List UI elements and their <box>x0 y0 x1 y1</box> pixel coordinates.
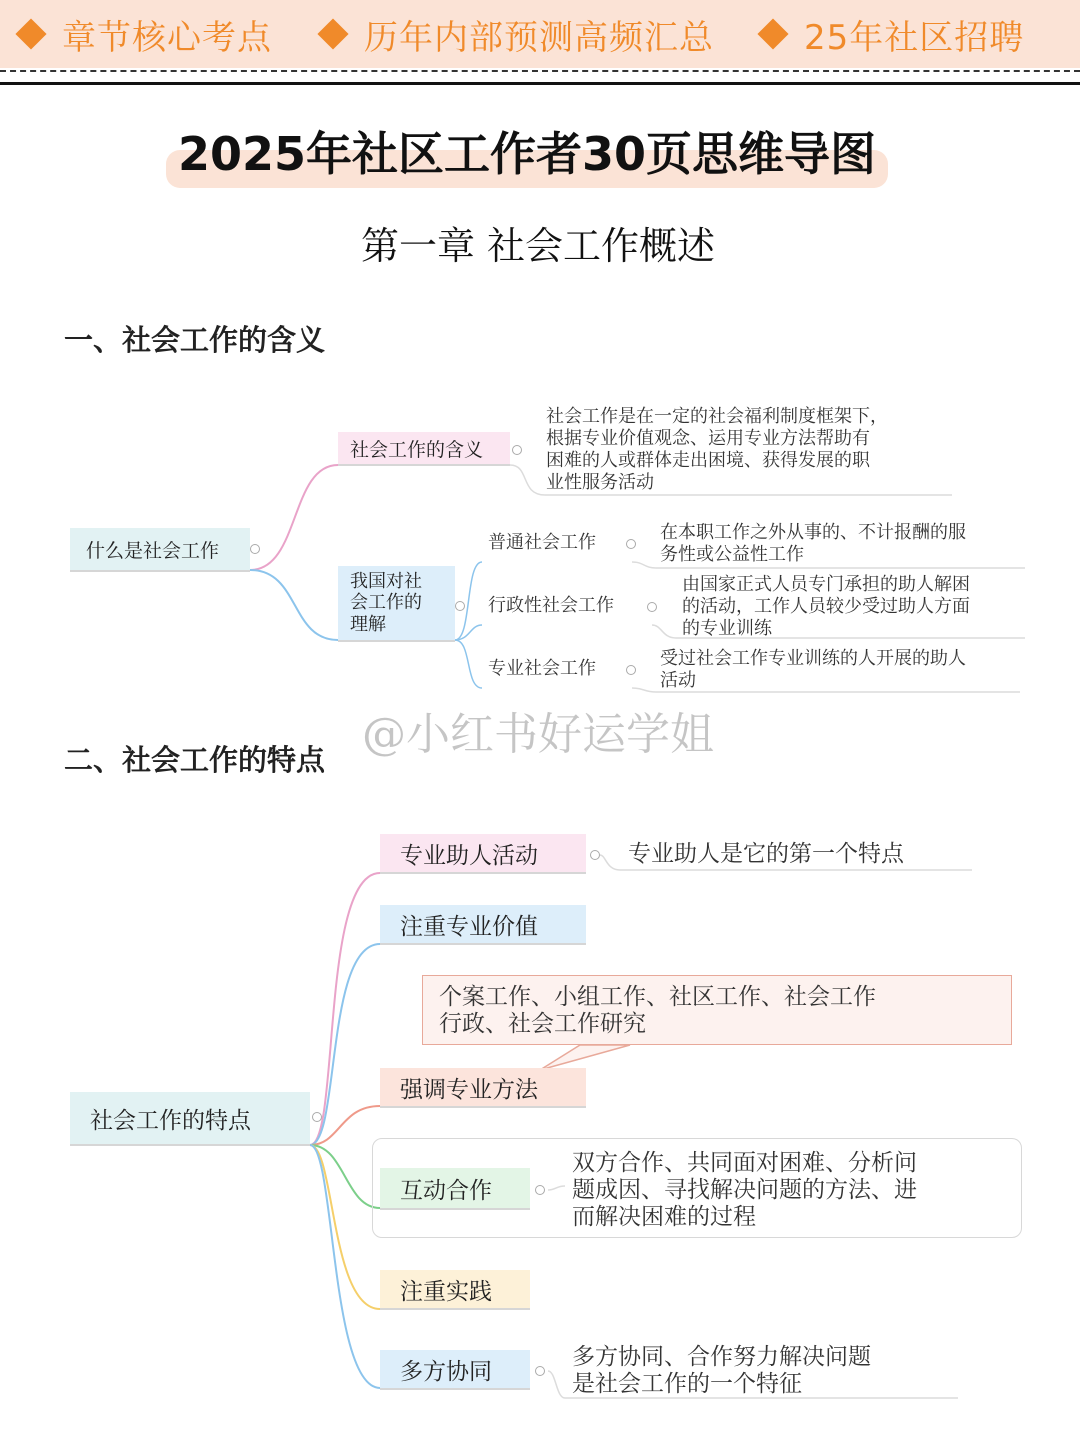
meaning-definition <box>546 406 946 494</box>
meaning-line: 社会工作是在一定的社会福利制度框架下， <box>546 406 888 427</box>
branch-multi-party-collaboration <box>380 1350 530 1390</box>
collapse-toggle-icon[interactable] <box>512 445 522 455</box>
meaning-line: 业性服务活动 <box>546 471 654 493</box>
callout-line: 个案工作、小组工作、社区工作、社会工作 <box>439 984 876 1010</box>
branch-label: 注重实践 <box>400 1278 492 1305</box>
chapter-title: 第一章 社会工作概述 <box>360 224 716 268</box>
desc-line: 而解决困难的过程 <box>572 1203 756 1230</box>
page-title: 2025年社区工作者30页思维导图 <box>177 127 877 181</box>
node-understanding-label <box>350 571 422 636</box>
meaning-line: 根据专业价值观念、运用专业方法帮助有 <box>546 427 870 449</box>
root-node-label: 什么是社会工作 <box>86 539 220 562</box>
root-node-what-is-social-work <box>70 528 250 572</box>
branch-practice <box>380 1270 530 1310</box>
branch-interactive-cooperation <box>380 1168 530 1210</box>
administrative-desc <box>682 574 970 640</box>
desc-line: 务性或公益性工作 <box>660 543 804 565</box>
node-meaning-label: 社会工作的含义 <box>350 438 484 461</box>
branch-label: 强调专业方法 <box>400 1076 538 1103</box>
label-line: 我国对社 <box>350 570 422 592</box>
root-node-characteristics <box>70 1092 310 1146</box>
desc-line: 题成因、寻找解决问题的方法、进 <box>572 1176 917 1203</box>
section2-heading: 二、社会工作的特点 <box>64 743 326 777</box>
branch-professional-helping <box>380 834 586 874</box>
node-professional-social-work: 专业社会工作 <box>488 658 596 679</box>
node-understanding <box>338 566 455 642</box>
desc-line: 活动 <box>660 669 696 691</box>
watermark: @小红书好运学姐 <box>362 709 714 760</box>
professional-desc <box>660 648 966 692</box>
meaning-line: 困难的人或群体走出困境、获得发展的职 <box>546 449 870 471</box>
node-meaning <box>338 432 510 466</box>
desc-line: 的活动，工作人员较少受过助人方面 <box>682 595 970 617</box>
banner-tag-label: 章节核心考点 <box>62 18 272 58</box>
desc-line: 由国家正式人员专门承担的助人解困 <box>682 574 970 595</box>
desc-line: 的专业训练 <box>682 617 772 639</box>
branch-desc-multi-party <box>572 1344 871 1398</box>
collapse-toggle-icon[interactable] <box>626 539 636 549</box>
collapse-toggle-icon[interactable] <box>455 601 465 611</box>
branch-label: 注重专业价值 <box>400 913 538 940</box>
branch-professional-values <box>380 905 586 945</box>
callout-line: 行政、社会工作研究 <box>439 1011 646 1038</box>
desc-line: 在本职工作之外从事的、不计报酬的服 <box>660 522 966 543</box>
label-line: 理解 <box>350 613 386 635</box>
collapse-toggle-icon[interactable] <box>590 850 600 860</box>
branch-label: 专业助人活动 <box>400 842 538 869</box>
node-ordinary-social-work: 普通社会工作 <box>488 532 596 553</box>
banner-tag-label: 25年社区招聘 <box>804 18 1025 58</box>
banner-tag-label: 历年内部预测高频汇总 <box>364 18 714 58</box>
ordinary-desc <box>660 522 966 566</box>
callout-methods <box>422 975 1012 1045</box>
collapse-toggle-icon[interactable] <box>312 1112 322 1122</box>
collapse-toggle-icon[interactable] <box>626 665 636 675</box>
collapse-toggle-icon[interactable] <box>535 1185 545 1195</box>
section1-heading: 一、社会工作的含义 <box>64 323 326 357</box>
desc-line: 受过社会工作专业训练的人开展的助人 <box>660 648 966 669</box>
desc-line: 双方合作、共同面对困难、分析问 <box>572 1150 917 1176</box>
branch-professional-methods <box>380 1068 586 1108</box>
collapse-toggle-icon[interactable] <box>535 1366 545 1376</box>
branch-desc-interactive-cooperation <box>572 1150 917 1231</box>
desc-line: 是社会工作的一个特征 <box>572 1370 802 1397</box>
collapse-toggle-icon[interactable] <box>647 602 657 612</box>
node-administrative-social-work: 行政性社会工作 <box>488 595 614 616</box>
label-line: 会工作的 <box>350 592 422 614</box>
root-node-label: 社会工作的特点 <box>90 1107 251 1134</box>
branch-desc-professional-helping: 专业助人是它的第一个特点 <box>628 841 904 867</box>
collapse-toggle-icon[interactable] <box>250 544 260 554</box>
branch-label: 多方协同 <box>400 1358 492 1385</box>
branch-label: 互动合作 <box>400 1177 492 1204</box>
desc-line: 多方协同、合作努力解决问题 <box>572 1344 871 1370</box>
